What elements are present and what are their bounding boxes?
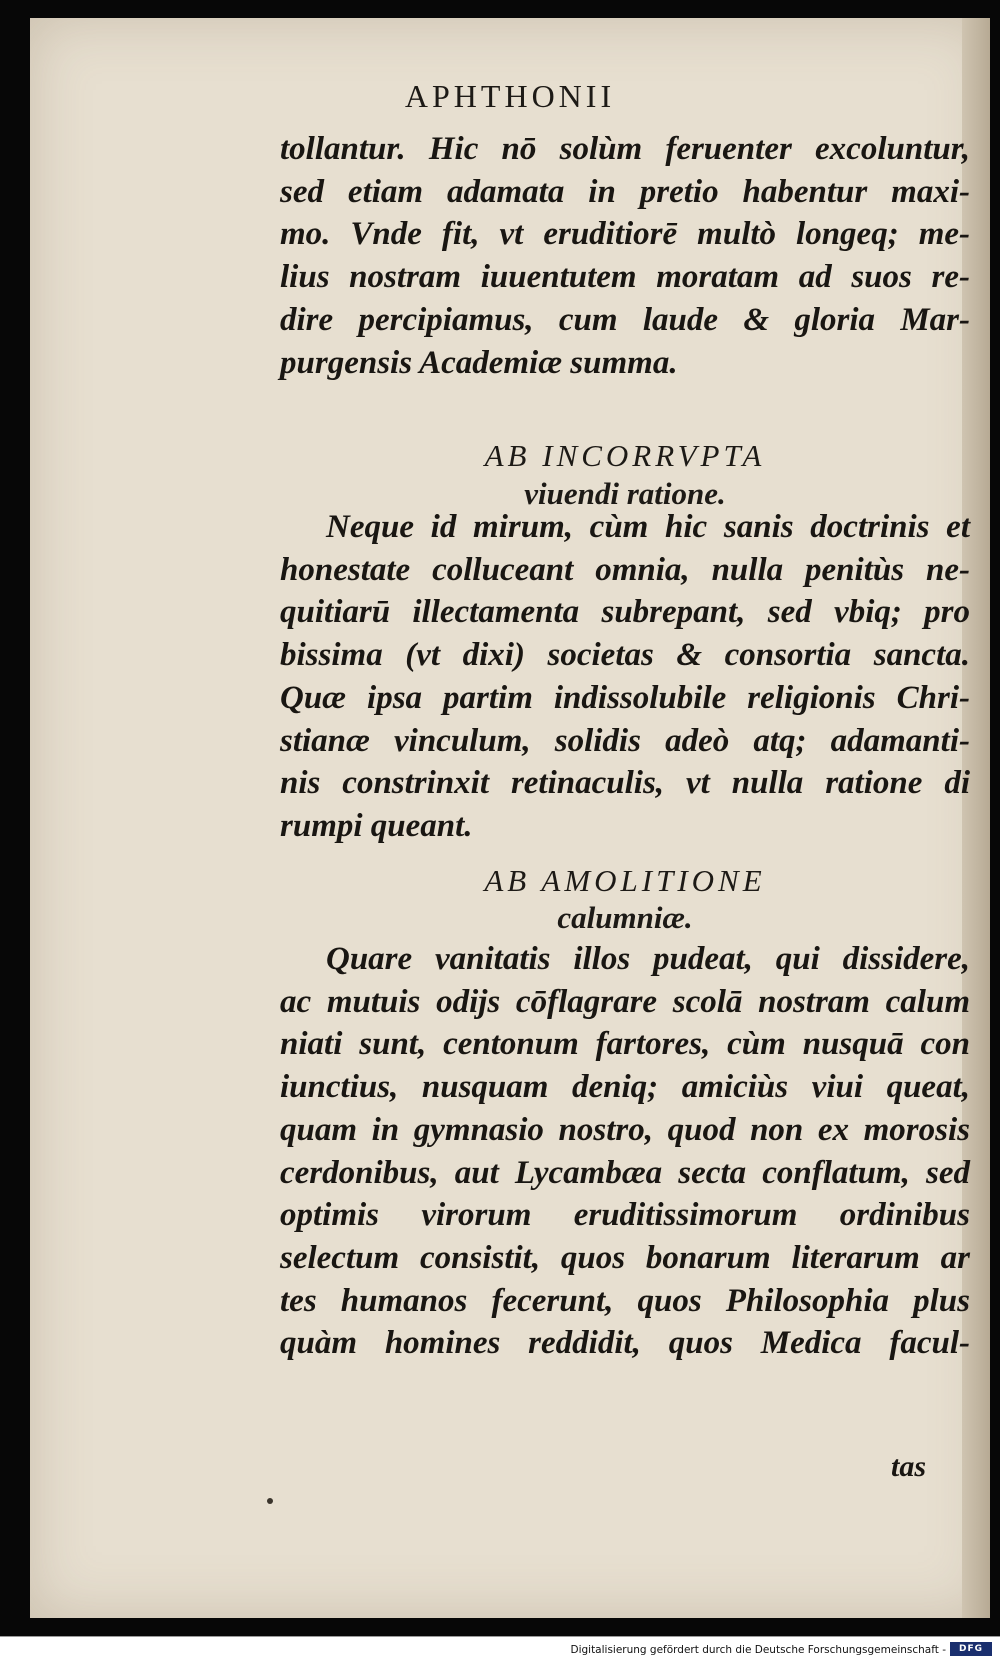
footer-credit: Digitalisierung gefördert durch die Deutsche Forschungsgemeinschaft - <box>570 1644 946 1656</box>
text-line: lius nostram iuuentutem moratam ad suos re- <box>280 259 970 296</box>
section-heading-2: AB AMOLITIONE <box>484 863 766 898</box>
section-subheading-1: viuendi ratione. <box>524 476 726 511</box>
text-line: purgensis Academiæ summa. <box>280 344 678 381</box>
text-line: mo. Vnde fit, vt eruditiorē multò longeq; me- <box>280 216 970 253</box>
text-block-2 <box>280 506 970 848</box>
text-line: ac mutuis odijs cōflagrare scolā nostram calum <box>280 983 970 1020</box>
text-line: stianæ vinculum, solidis adeò atq; adamanti- <box>280 722 970 759</box>
text-line: quàm homines reddidit, quos Medica facul- <box>280 1325 970 1362</box>
text-line: tollantur. Hic nō solùm feruenter excoluntur, <box>280 131 970 167</box>
footer-bar <box>0 1636 1000 1661</box>
text-line: dire percipiamus, cum laude & gloria Mar- <box>280 301 970 338</box>
text-line: nis constrinxit retinaculis, vt nulla ratione di <box>280 765 970 802</box>
text-block-1 <box>280 128 970 384</box>
catchword: tas <box>890 1450 926 1483</box>
dfg-logo-icon: DFG <box>950 1642 992 1656</box>
section-subheading-2: calumniæ. <box>557 900 693 935</box>
running-head: APHTHONII <box>404 78 616 114</box>
text-line: bissima (vt dixi) societas & consortia sancta. <box>280 637 970 674</box>
text-line: rumpi queant. <box>280 807 473 844</box>
text-line: honestate colluceant omnia, nulla penitùs ne- <box>280 551 970 588</box>
book-page <box>30 18 990 1618</box>
text-line: cerdonibus, aut Lycambæa secta conflatum, sed <box>280 1154 970 1191</box>
text-line: selectum consistit, quos bonarum literarum ar <box>280 1239 970 1276</box>
text-line: sed etiam adamata in pretio habentur maxi- <box>280 173 970 210</box>
text-block-3 <box>280 938 970 1365</box>
ink-speck <box>267 1498 273 1504</box>
text-line: quam in gymnasio nostro, quod non ex morosis <box>280 1111 970 1148</box>
text-line: Quæ ipsa partim indissolubile religionis Chri- <box>280 679 970 716</box>
text-line: Neque id mirum, cùm hic sanis doctrinis et <box>326 509 970 545</box>
text-line: Quare vanitatis illos pudeat, qui dissidere, <box>326 941 970 977</box>
text-line: quitiarū illectamenta subrepant, sed vbiq; pro <box>280 594 970 631</box>
text-line: tes humanos fecerunt, quos Philosophia plus <box>280 1282 970 1319</box>
text-line: iunctius, nusquam deniq; amiciùs viui queat, <box>280 1069 970 1106</box>
text-line: optimis virorum eruditissimorum ordinibus <box>280 1197 970 1234</box>
text-line: niati sunt, centonum fartores, cùm nusquā con <box>280 1026 970 1063</box>
section-heading-1: AB INCORRVPTA <box>484 438 766 473</box>
